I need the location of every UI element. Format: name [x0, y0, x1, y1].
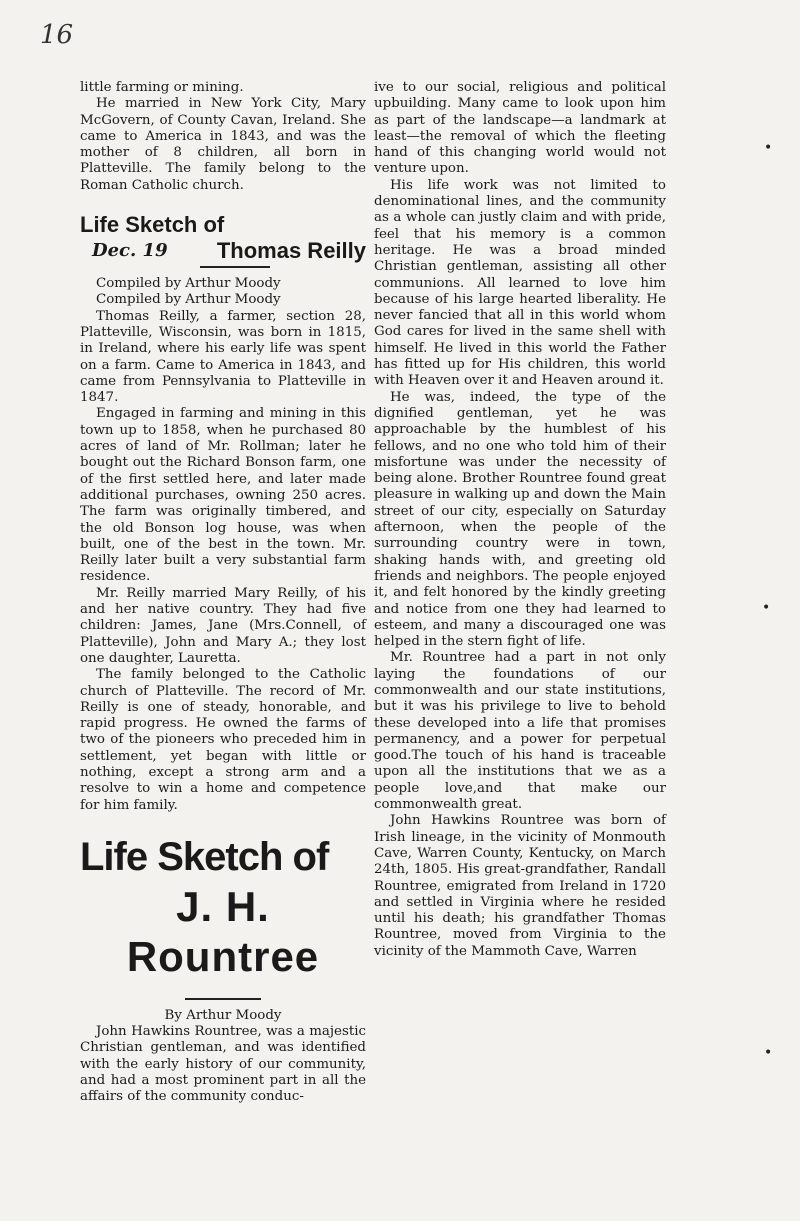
- rountree-heading-line2: J. H. Rountree: [126, 882, 320, 980]
- reilly-paragraph: Engaged in farming and mining in this town up to 1858, when he purchased 80 acres of land of Mr. Rollman; later he bought out the Richard Bonson farm, one of the first settled here, and later made additional purchases, owning 250 acres. The farm was originally timbered, and the old Bonson log house, was when built, one of the best in the town. Mr. Reilly later built a very substantial farm residence.: [80, 406, 366, 585]
- intro-paragraph: He married in New York City, Mary McGovern, of County Cavan, Ireland. She came to America in 1843, and was the mother of 8 children, all born in Platteville. The family belong to the Roman Catholic church.: [80, 96, 366, 193]
- compiled-by: Compiled by Arthur Moody: [96, 292, 281, 308]
- reilly-paragraph: Mr. Reilly married Mary Reilly, of his and her native country. They had five children: James, Jane (Mrs.Connell, of Platteville), John and Mary A.; they lost one daughter, Lauretta.: [80, 585, 366, 666]
- heading-rule: [185, 998, 261, 1000]
- reilly-heading-line1: Life Sketch of: [80, 212, 225, 238]
- right-column: [374, 80, 666, 960]
- left-column: [80, 80, 366, 1106]
- reilly-paragraph: The family belonged to the Catholic church of Platteville. The record of Mr. Reilly is one of steady, honorable, and rapid progress. He owned the farms of two of the pioneers who preceded him in settlement, yet began with little or nothing, except a strong arm and a resolve to win a home and competence for him family.: [80, 667, 366, 813]
- rountree-paragraph: ive to our social, religious and political upbuilding. Many came to look upon him as part of the landscape—a landmark at least—the removal of which the fleeting hand of this changing world would not venture upon.: [374, 80, 666, 177]
- margin-dot-icon: •: [762, 600, 771, 616]
- rountree-paragraph: John Hawkins Rountree, was a majestic Christian gentleman, and was identified with the early history of our community, and had a most prominent part in all the affairs of the community conduc-: [80, 1024, 366, 1105]
- heading-rule: [200, 266, 270, 268]
- handwritten-date: Dec. 19: [92, 240, 168, 262]
- margin-dot-icon: •: [764, 140, 773, 156]
- rountree-paragraph: Mr. Rountree had a part in not only laying the foundations of our commonwealth and our state institutions, but it was his privilege to live to behold these developed into a life that promises permanency, and a power for perpetual good.The touch of his hand is traceable upon all the institutions that we as a people love,and that make our commonwealth great.: [374, 650, 666, 813]
- intro-line: little farming or mining.: [80, 80, 244, 95]
- page-number: 16: [40, 20, 74, 50]
- margin-dot-icon: •: [764, 1045, 773, 1061]
- rountree-heading-line1: Life Sketch of: [80, 834, 329, 879]
- reilly-heading-line2: Thomas Reilly: [216, 238, 366, 264]
- rountree-paragraph: He was, indeed, the type of the dignified gentleman, yet he was approachable by the humblest of his fellows, and no one who told him of their misfortune was under the necessity of being alone. Brother Rountree found great pleasure in walking up and down the Main street of our city, especially on Saturday afternoon, when the people of the surrounding country were in town, shaking hands with, and greeting old friends and neighbors. The people enjoyed it, and felt honored by the kindly greeting and notice from one they had learned to esteem, and many a discouraged one was helped in the stern fight of life.: [374, 389, 666, 650]
- reilly-paragraph: Thomas Reilly, a farmer, section 28, Platteville, Wisconsin, was born in 1815, in Ireland, where his early life was spent on a farm. Came to America in 1843, and came from Pennsylvania to Platteville in 1847.: [80, 308, 366, 406]
- compiled-by: Compiled by Arthur Moody: [96, 276, 281, 292]
- rountree-heading: [80, 832, 366, 982]
- reilly-heading: [80, 212, 366, 264]
- rountree-paragraph: His life work was not limited to denominational lines, and the community as a whole can justly claim and with pride, feel that his memory is a common heritage. He was a broad minded Christian gentleman, assisting all other communions. All learned to love him because of his large hearted liberality. He never fancied that all in this world whom God cares for lived in the same shell with himself. He lived in this world the Father has fitted up for His children, this world with Heaven over it and Heaven around it.: [374, 177, 666, 389]
- rountree-paragraph: John Hawkins Rountree was born of Irish lineage, in the vicinity of Monmouth Cave, Warren County, Kentucky, on March 24th, 1805. His great-grandfather, Randall Rountree, emigrated from Ireland in 1720 and settled in Virginia where he resided until his death; his grandfather Thomas Rountree, moved from Virginia to the vicinity of the Mammoth Cave, Warren: [374, 813, 666, 959]
- byline: By Arthur Moody: [164, 1007, 282, 1023]
